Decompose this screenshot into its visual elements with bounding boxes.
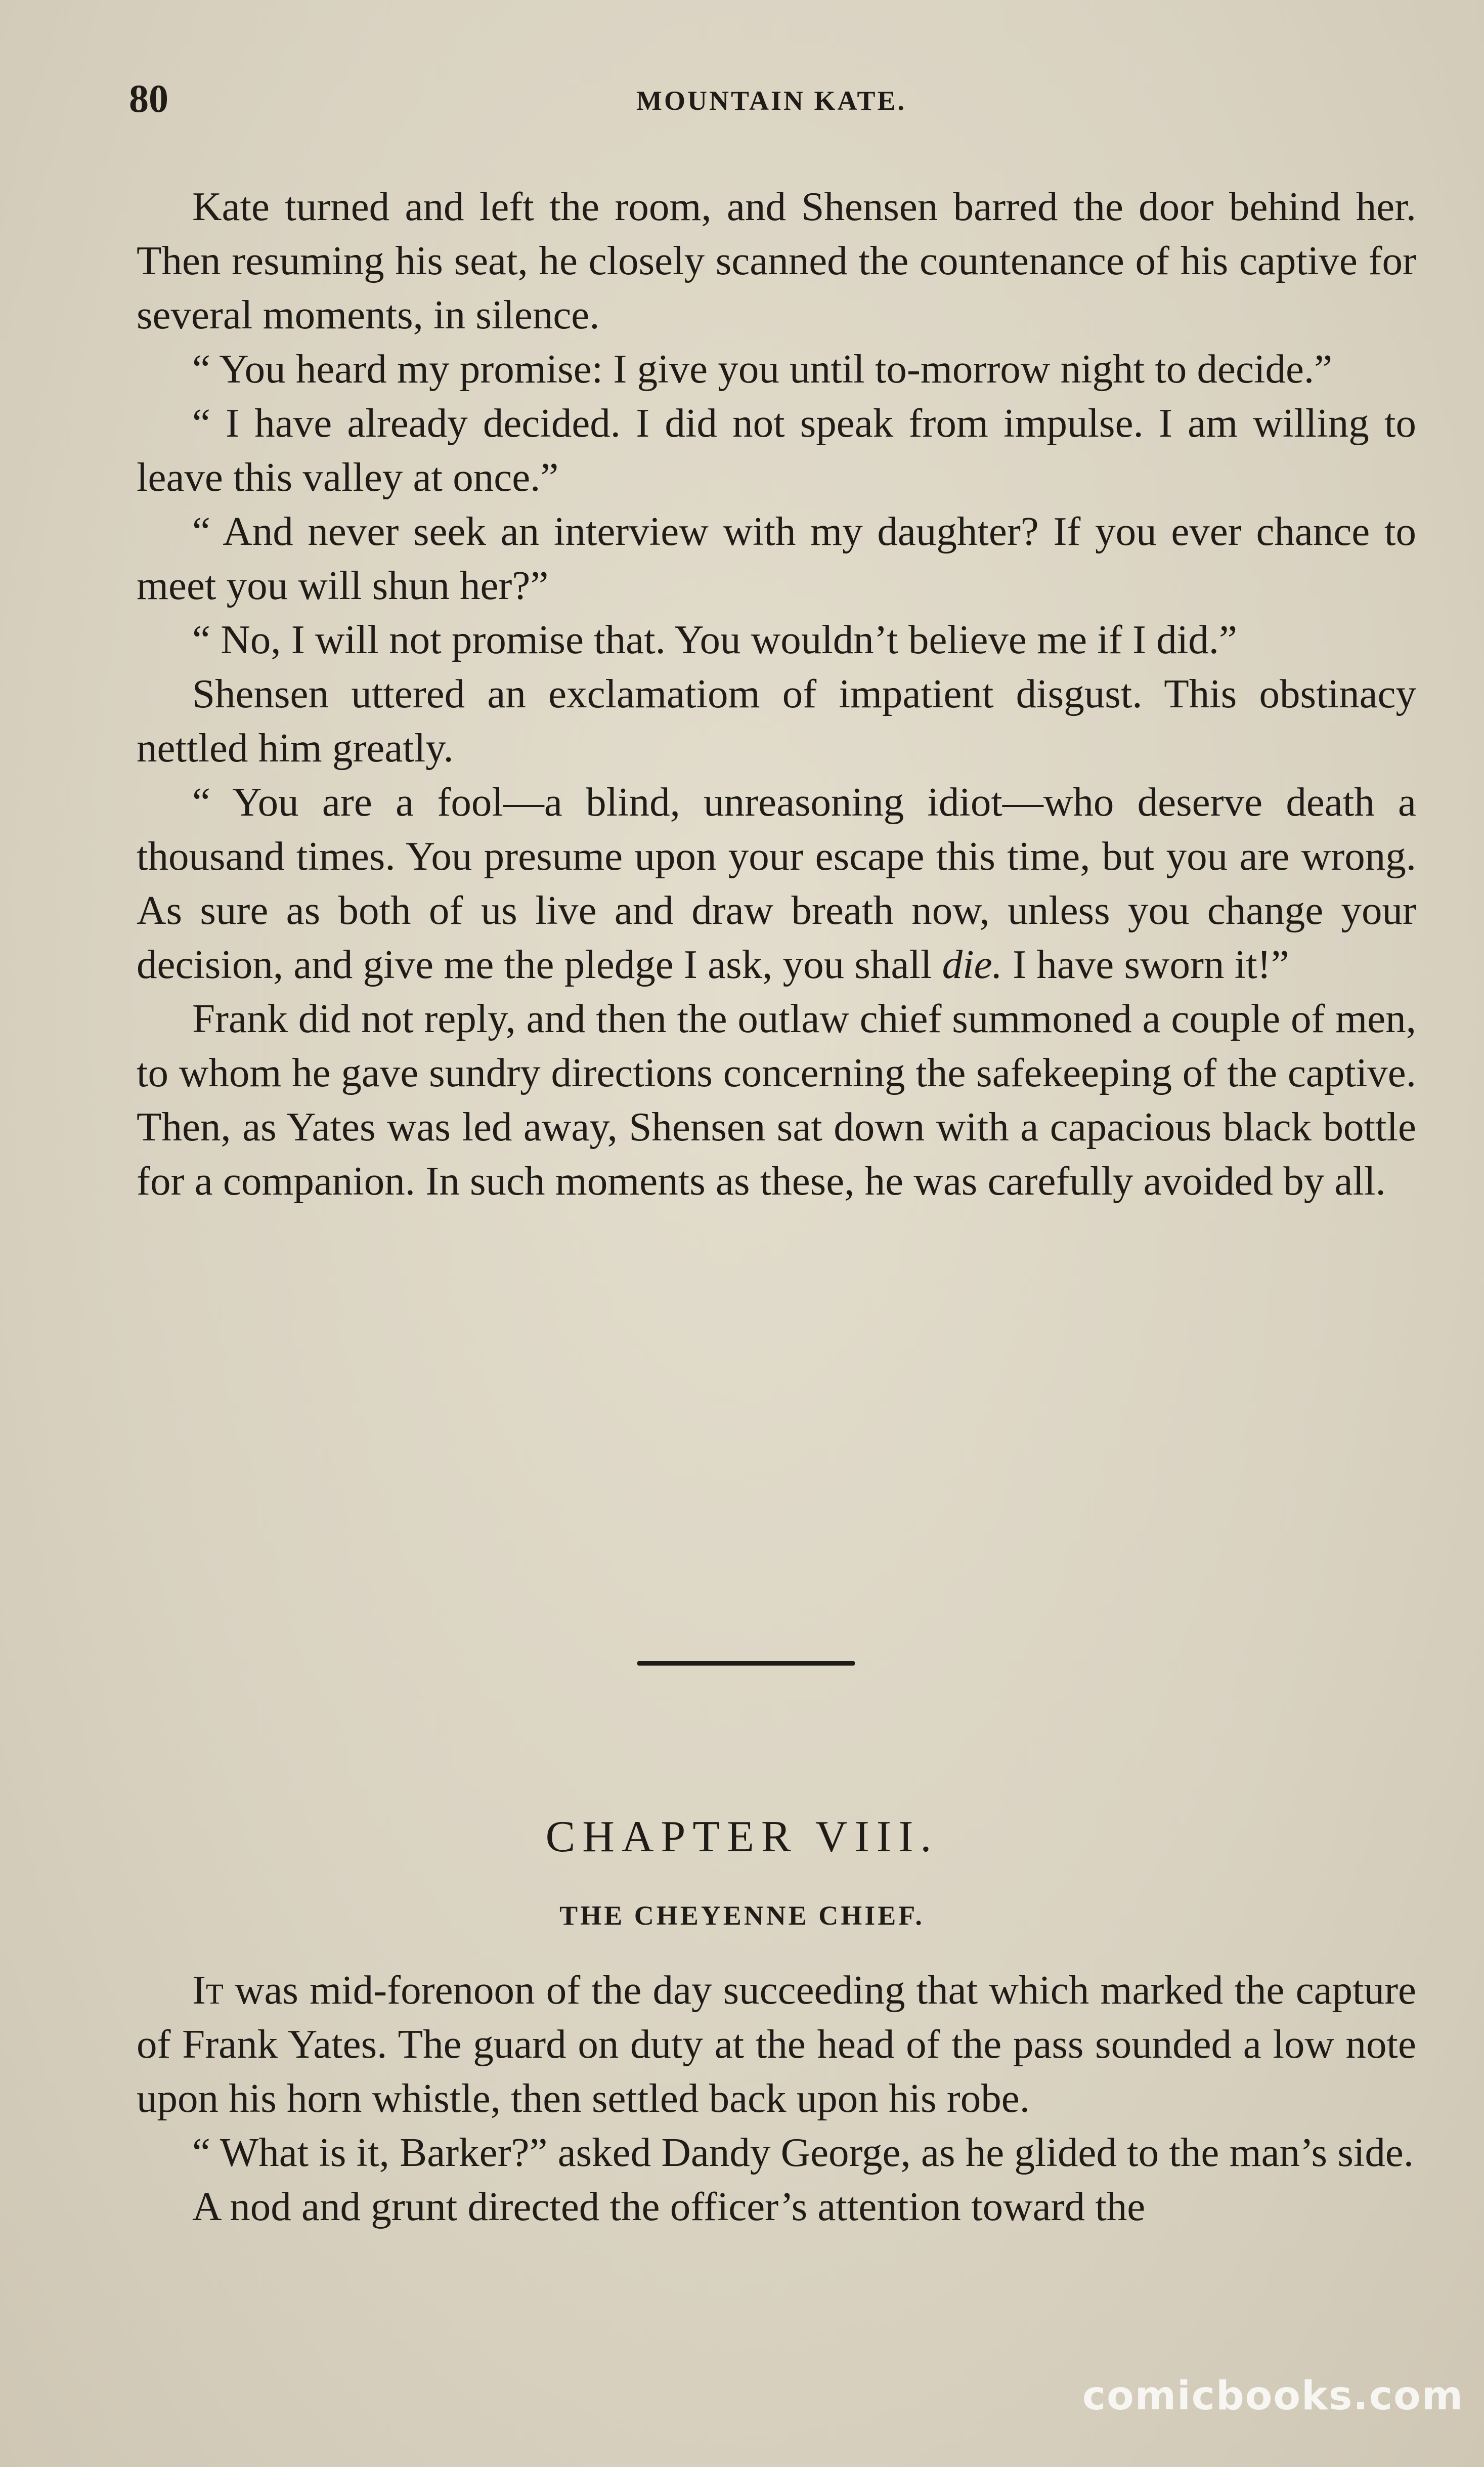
paragraph: [137, 1963, 1416, 2125]
watermark: comicbooks.com: [1082, 2373, 1464, 2419]
paragraph: “ No, I will not promise that. You wouldn’t believe me if I did.”: [192, 617, 1237, 662]
paragraph-text: was mid-forenoon of the day succeeding that which marked the capture of Frank Yates. The guard on duty at the head of the pass sounded a low note upon his horn whistle, then settled back upon his robe.: [137, 1967, 1416, 2121]
emphasized-word: die.: [942, 942, 1002, 987]
paragraph-text: “ You are a fool—a blind, unreasoning idiot—who deserve death a thousand times. You presume upon your escape this time, but you are wrong. As sure as both of us live and draw breath now, unless you change your decision, and give me the pledge I ask, you shall: [137, 779, 1416, 987]
page-header: [129, 76, 1414, 132]
paragraph: “ What is it, Barker?” asked Dandy George, as he glided to the man’s side.: [192, 2130, 1414, 2175]
paragraph: “ I have already decided. I did not speak from impulse. I am willing to leave this valley at once.”: [137, 400, 1416, 500]
story-text-before-chapter: [137, 180, 1416, 1208]
paragraph: “ You heard my promise: I give you until to-morrow night to decide.”: [192, 346, 1333, 392]
paragraph: Shensen uttered an exclamatiom of impatient disgust. This obstinacy nettled him greatly.: [137, 671, 1416, 771]
paragraph: “ And never seek an interview with my daughter? If you ever chance to meet you will shun her?”: [137, 508, 1416, 608]
paragraph: A nod and grunt directed the officer’s attention toward the: [192, 2184, 1146, 2229]
opening-word: It: [192, 1967, 224, 2013]
paragraph-text: I have sworn it!”: [1002, 942, 1289, 987]
paragraph: [137, 775, 1416, 992]
paragraph: Kate turned and left the room, and Shensen barred the door behind her. Then resuming his seat, he closely scanned the countenance of his captive for several moments, in silence.: [137, 184, 1416, 337]
story-text-chapter-start: [137, 1963, 1416, 2234]
section-divider: [637, 1661, 855, 1666]
running-head: MOUNTAIN KATE.: [636, 86, 906, 116]
page-number: 80: [129, 76, 168, 120]
paragraph: Frank did not reply, and then the outlaw chief summoned a couple of men, to whom he gave sundry directions concerning the safekeeping of the captive. Then, as Yates was led away, Shensen sat down with a capacious black bottle for a companion. In such moments as these, he was carefully avoided by all.: [137, 996, 1416, 1204]
chapter-subtitle: THE CHEYENNE CHIEF.: [559, 1900, 925, 1931]
chapter-title: CHAPTER VIII.: [545, 1812, 939, 1861]
